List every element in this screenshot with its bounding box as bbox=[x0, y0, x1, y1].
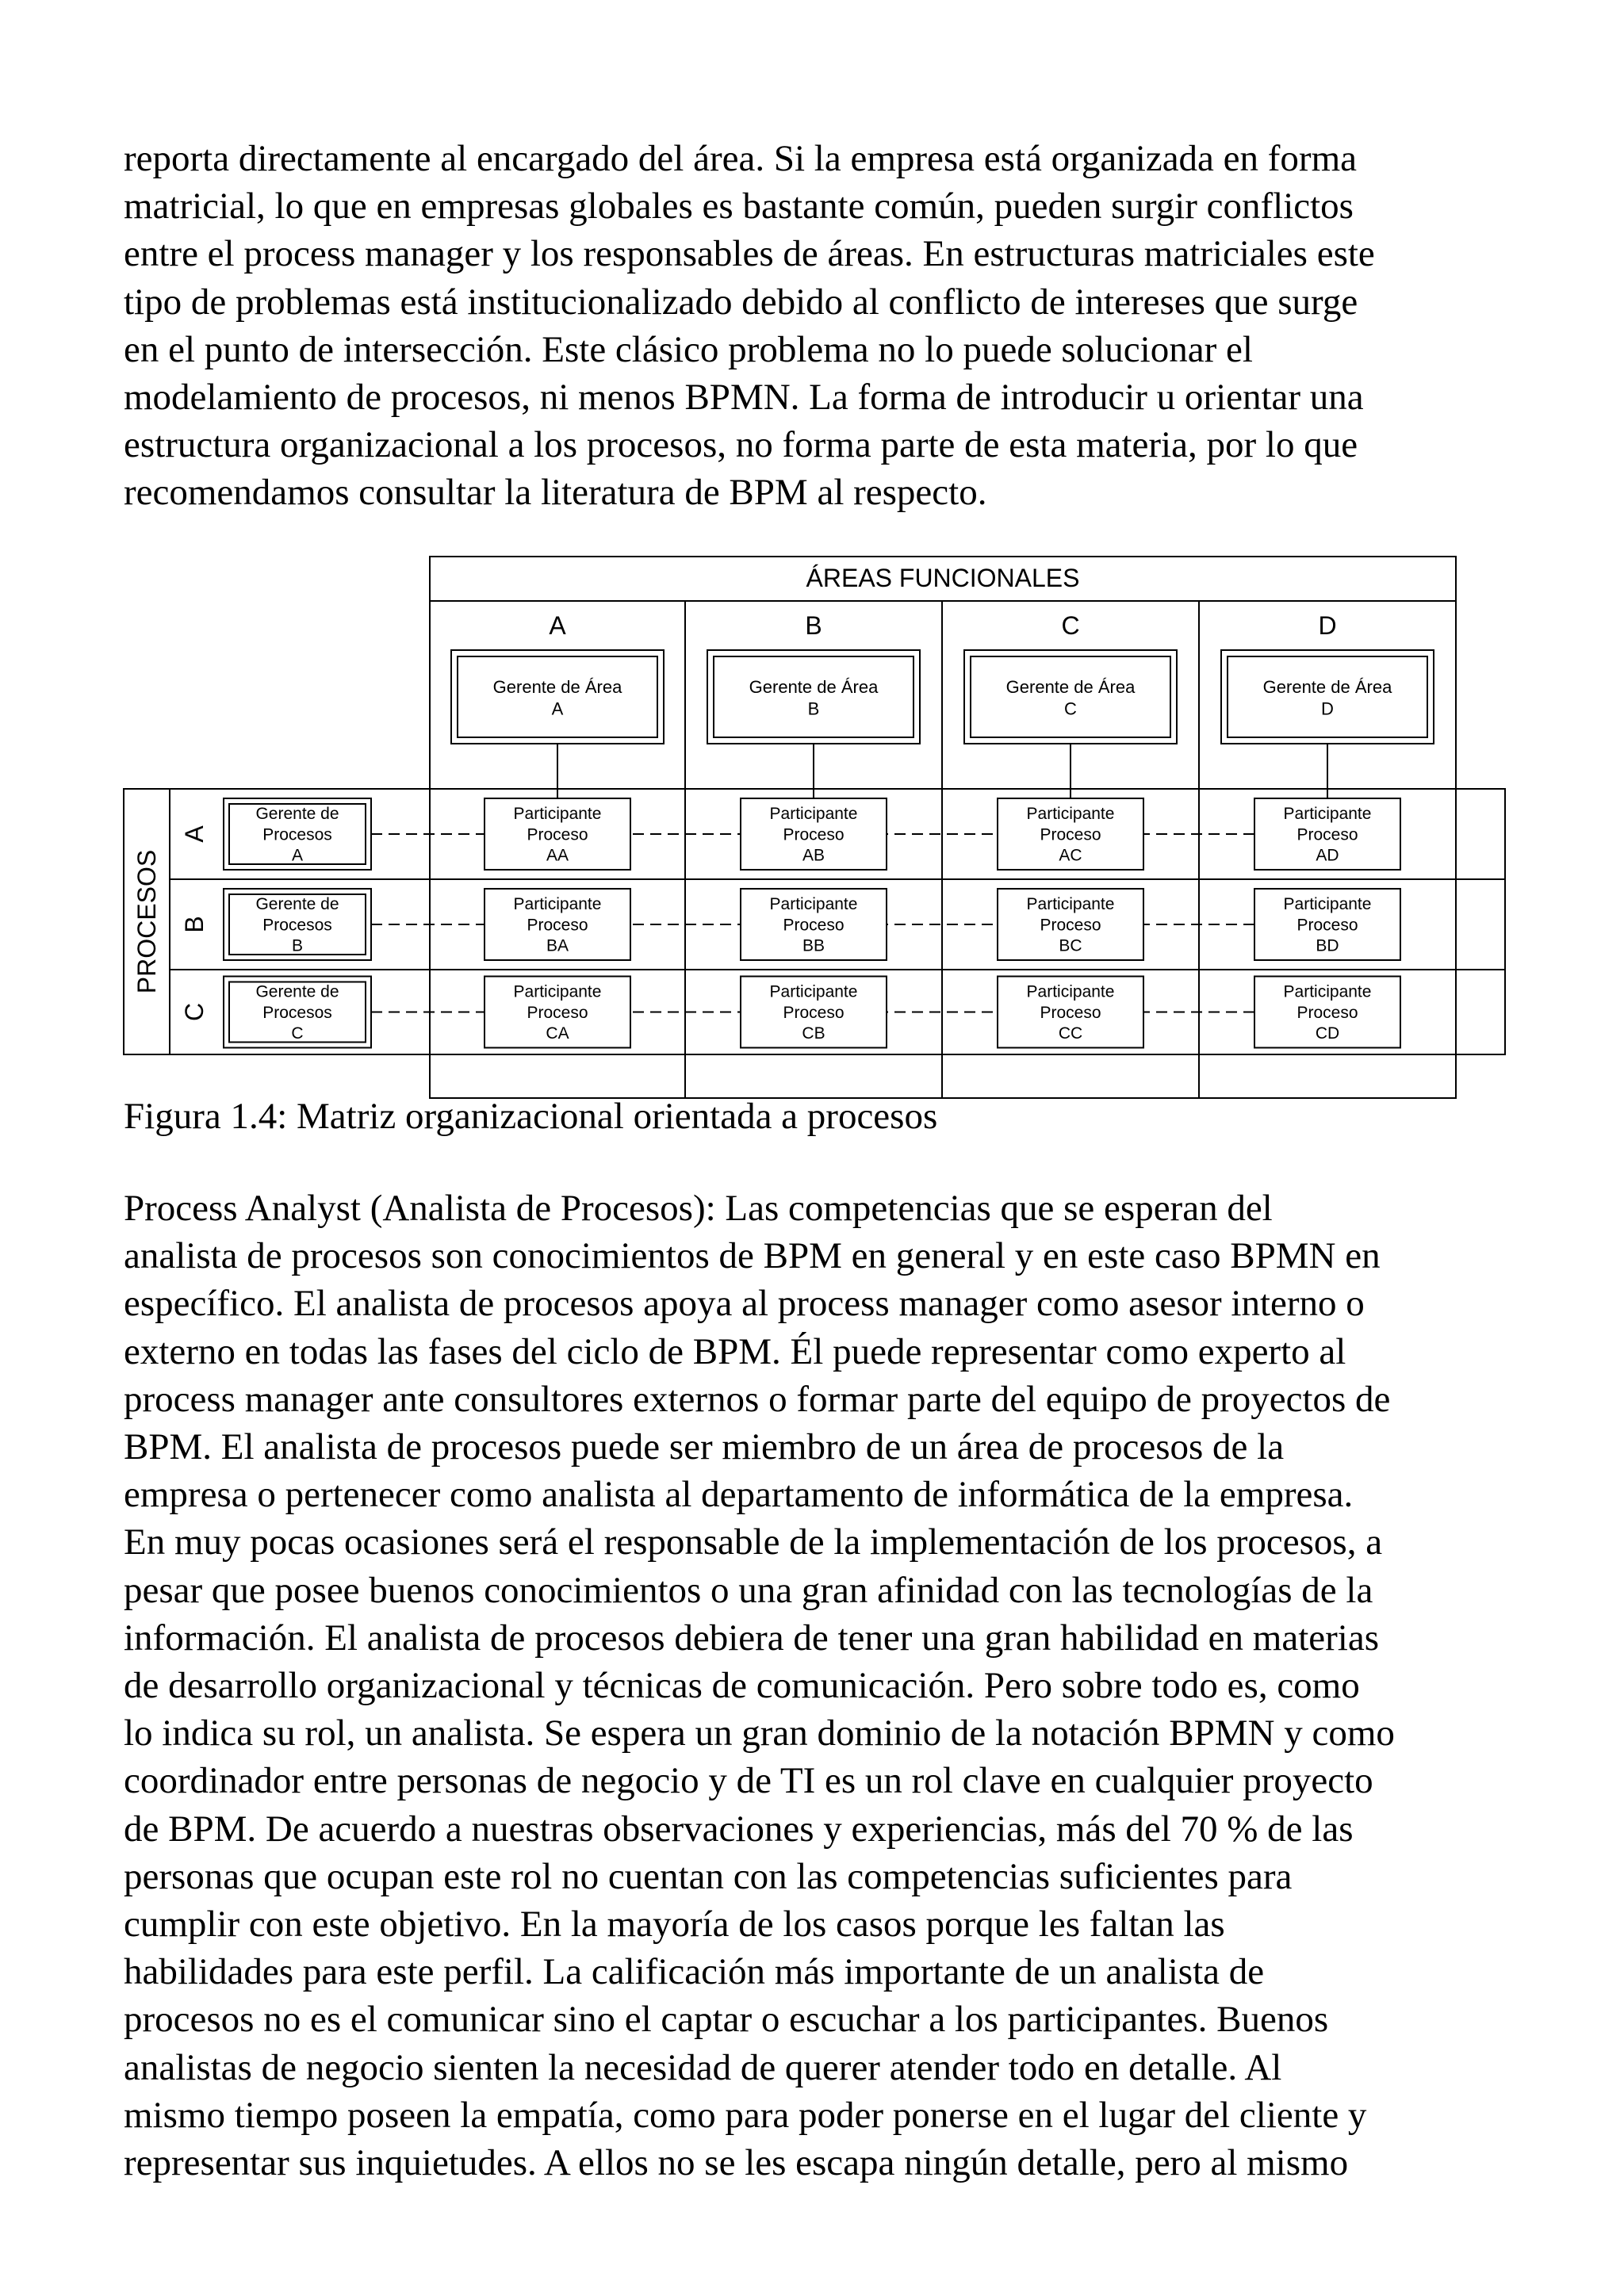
participant-CB-line-3: CB bbox=[802, 1024, 825, 1043]
participant-BB-line-1: Participante bbox=[769, 895, 858, 914]
participant-AC-line-3: AC bbox=[1059, 846, 1082, 865]
process-manager-B-line-2: Procesos bbox=[262, 916, 332, 935]
process-letter-C: C bbox=[180, 1002, 209, 1022]
area-manager-A-line-2: A bbox=[551, 698, 564, 719]
area-manager-A-line-1: Gerente de Área bbox=[492, 676, 622, 697]
area-manager-B-line-2: B bbox=[807, 698, 820, 719]
area-manager-box-inner bbox=[971, 656, 1170, 737]
participant-BA-line-3: BA bbox=[546, 936, 569, 955]
participant-AA-line-1: Participante bbox=[513, 805, 602, 824]
area-manager-box-C bbox=[964, 650, 1177, 744]
participant-CD-line-2: Proceso bbox=[1297, 1003, 1358, 1022]
area-manager-C-line-1: Gerente de Área bbox=[1005, 676, 1136, 697]
participant-CB-line-2: Proceso bbox=[783, 1003, 845, 1022]
areas-header-label: ÁREAS FUNCIONALES bbox=[806, 564, 1080, 592]
participant-CA-line-1: Participante bbox=[513, 982, 602, 1001]
process-manager-B-line-3: B bbox=[291, 936, 304, 955]
process-manager-C-line-3: C bbox=[291, 1024, 304, 1043]
participant-CA-line-2: Proceso bbox=[527, 1003, 588, 1022]
participant-CA-line-3: CA bbox=[546, 1024, 569, 1043]
figure-caption: Figura 1.4: Matriz organizacional orientada a procesos bbox=[124, 1096, 938, 1137]
process-manager-A-line-2: Procesos bbox=[262, 825, 332, 844]
participant-BB-line-2: Proceso bbox=[783, 916, 845, 935]
area-letter-A: A bbox=[549, 611, 566, 640]
participant-BC-line-2: Proceso bbox=[1040, 916, 1101, 935]
process-letter-B: B bbox=[180, 916, 209, 933]
process-manager-B-line-1: Gerente de bbox=[255, 895, 339, 914]
body-paragraph-2: Process Analyst (Analista de Procesos): Las competencias que se esperan del analista de procesos son conocimientos de BPM en general y en este caso BPMN en específico. El analista de procesos apoya al process manager como asesor interno o externo en todas las fases del ciclo de BPM. Él puede representar como experto al process manager ante consultores externos o formar parte del equipo de proyectos de BPM. El analista de procesos puede ser miembro de un área de procesos de la empresa o pertenecer como analista al departamento de informática de la empresa. En muy pocas ocasiones será el responsable de la implementación de los procesos, a pesar que posee buenos conocimientos o una gran afinidad con las tecnologías de la información. El analista de procesos debiera de tener una gran habilidad en materias de desarrollo organizacional y técnicas de comunicación. Pero sobre todo es, como lo indica su rol, un analista. Se espera un gran dominio de la notación BPMN y como coordinador entre personas de negocio y de TI es un rol clave en cualquier proyecto de BPM. De acuerdo a nuestras observaciones y experiencias, más del 70 % de las personas que ocupan este rol no cuentan con las competencias suficientes para cumplir con este objetivo. En la mayoría de los casos porque les faltan las habilidades para este perfil. La calificación más importante de un analista de procesos no es el comunicar sino el captar o escuchar a los participantes. Buenos analistas de negocio sienten la necesidad de querer atender todo en detalle. Al mismo tiempo poseen la empatía, como para poder ponerse en el lugar del cliente y representar sus inquietudes. A ellos no se les escapa ningún detalle, pero al mismo bbox=[124, 1188, 1395, 2184]
participant-CD-line-3: CD bbox=[1315, 1024, 1340, 1043]
process-matrix-figure bbox=[119, 547, 1515, 1102]
participant-AD-line-3: AD bbox=[1316, 846, 1339, 865]
process-manager-A-line-3: A bbox=[291, 846, 304, 865]
participant-CC-line-1: Participante bbox=[1026, 982, 1115, 1001]
participant-BA-line-2: Proceso bbox=[527, 916, 588, 935]
area-letter-D: D bbox=[1318, 611, 1337, 640]
participant-AD-line-2: Proceso bbox=[1297, 825, 1358, 844]
area-manager-box-D bbox=[1221, 650, 1434, 744]
area-manager-D-line-2: D bbox=[1321, 698, 1334, 719]
area-manager-box-A bbox=[451, 650, 664, 744]
participant-AB-line-1: Participante bbox=[769, 805, 858, 824]
participant-BB-line-3: BB bbox=[802, 936, 825, 955]
participant-AD-line-1: Participante bbox=[1283, 805, 1372, 824]
participant-BC-line-3: BC bbox=[1059, 936, 1082, 955]
participant-BA-line-1: Participante bbox=[513, 895, 602, 914]
area-manager-box-inner bbox=[714, 656, 914, 737]
participant-AB-line-3: AB bbox=[802, 846, 825, 865]
process-letter-A: A bbox=[180, 825, 209, 843]
area-letter-B: B bbox=[805, 611, 822, 640]
processes-side-label: PROCESOS bbox=[132, 849, 161, 994]
participant-CC-line-3: CC bbox=[1058, 1024, 1083, 1043]
participant-CC-line-2: Proceso bbox=[1040, 1003, 1101, 1022]
participant-AC-line-1: Participante bbox=[1026, 805, 1115, 824]
area-letter-C: C bbox=[1061, 611, 1080, 640]
area-manager-B-line-1: Gerente de Área bbox=[749, 676, 879, 697]
participant-AA-line-3: AA bbox=[546, 846, 569, 865]
area-manager-box-inner bbox=[458, 656, 657, 737]
participant-BC-line-1: Participante bbox=[1026, 895, 1115, 914]
participant-BD-line-2: Proceso bbox=[1297, 916, 1358, 935]
participant-CD-line-1: Participante bbox=[1283, 982, 1372, 1001]
participant-BD-line-1: Participante bbox=[1283, 895, 1372, 914]
participant-BD-line-3: BD bbox=[1316, 936, 1339, 955]
area-manager-C-line-2: C bbox=[1064, 698, 1077, 719]
area-manager-D-line-1: Gerente de Área bbox=[1262, 676, 1392, 697]
process-manager-A-line-1: Gerente de bbox=[255, 805, 339, 824]
process-manager-C-line-2: Procesos bbox=[262, 1003, 332, 1022]
area-manager-box-B bbox=[707, 650, 920, 744]
participant-AB-line-2: Proceso bbox=[783, 825, 845, 844]
participant-CB-line-1: Participante bbox=[769, 982, 858, 1001]
area-manager-box-inner bbox=[1228, 656, 1427, 737]
body-paragraph-1: reporta directamente al encargado del área. Si la empresa está organizada en forma matricial, lo que en empresas globales es bastante común, pueden surgir conflictos entre el process manager y los responsables de áreas. En estructuras matriciales este tipo de problemas está institucionalizado debido al conflicto de intereses que surge en el punto de intersección. Este clásico problema no lo puede solucionar el modelamiento de procesos, ni menos BPMN. La forma de introducir u orientar una estructura organizacional a los procesos, no forma parte de esta materia, por lo que recomendamos consultar la literatura de BPM al respecto. bbox=[124, 138, 1375, 514]
participant-AC-line-2: Proceso bbox=[1040, 825, 1101, 844]
participant-AA-line-2: Proceso bbox=[527, 825, 588, 844]
process-manager-C-line-1: Gerente de bbox=[255, 982, 339, 1001]
